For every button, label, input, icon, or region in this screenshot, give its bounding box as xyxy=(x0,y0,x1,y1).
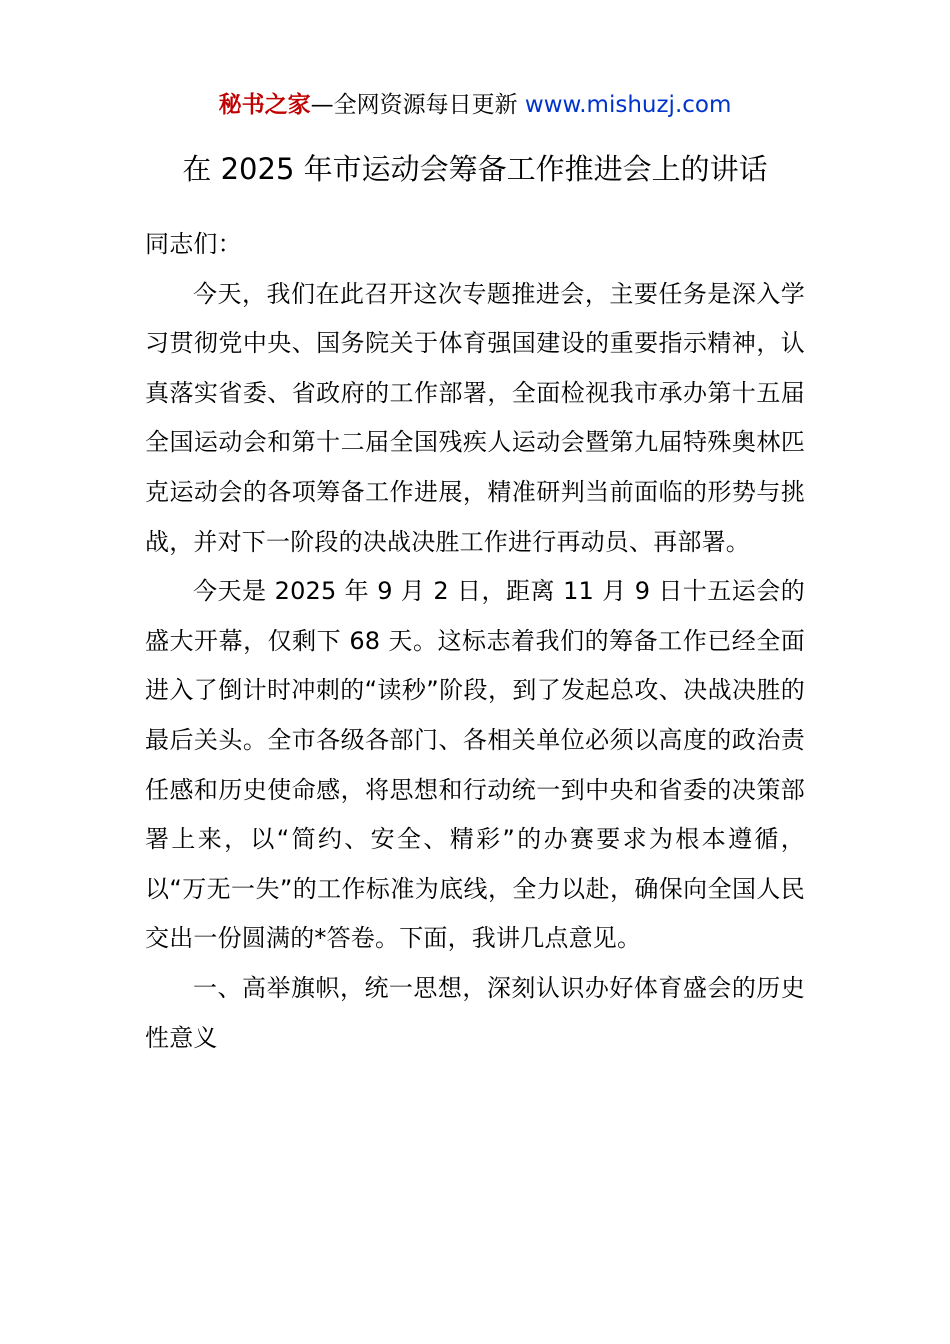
paragraph-2: 今天是 2025 年 9 月 2 日，距离 11 月 9 日十五运会的盛大开幕，仅剩下 68 天。这标志着我们的筹备工作已经全面进入了倒计时冲刺的“读秒”阶段，到了发起总攻、决战决胜的最后关头。全市各级各部门、各相关单位必须以高度的政治责任感和历史使命感，将思想和行动统一到中央和省委的决策部署上来，以“简约、安全、精彩”的办赛要求为根本遵循，以“万无一失”的工作标准为底线，全力以赴，确保向全国人民交出一份圆满的*答卷。下面，我讲几点意见。 xyxy=(145,577,805,953)
document-title: 在 2025 年市运动会筹备工作推进会上的讲话 xyxy=(182,152,768,186)
site-brand: 秘书之家 xyxy=(218,92,311,118)
document-body xyxy=(145,220,805,1063)
site-header xyxy=(0,88,950,122)
section-heading-1: 一、高举旗帜，统一思想，深刻认识办好体育盛会的历史性意义 xyxy=(145,973,805,1052)
site-tagline: —全网资源每日更新 xyxy=(310,92,525,118)
site-url[interactable]: www.mishuzj.com xyxy=(524,92,732,118)
paragraph-1: 今天，我们在此召开这次专题推进会，主要任务是深入学习贯彻党中央、国务院关于体育强国建设的重要指示精神，认真落实省委、省政府的工作部署，全面检视我市承办第十五届全国运动会和第十二届全国残疾人运动会暨第九届特殊奥林匹克运动会的各项筹备工作进展，精准研判当前面临的形势与挑战，并对下一阶段的决战决胜工作进行再动员、再部署。 xyxy=(145,279,805,556)
salutation: 同志们： xyxy=(145,230,242,258)
